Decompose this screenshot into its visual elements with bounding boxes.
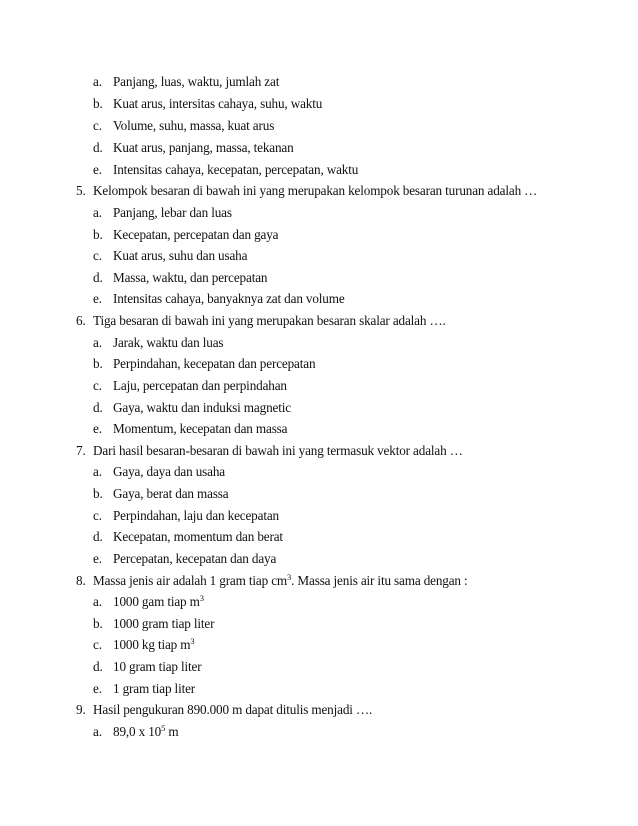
option-text: Intensitas cahaya, kecepatan, percepatan, waktu: [113, 162, 359, 177]
question-text: Dari hasil besaran-besaran di bawah ini yang termasuk vektor adalah …: [93, 443, 463, 458]
option-label: a.: [93, 335, 102, 350]
option-text: Gaya, waktu dan induksi magnetic: [113, 400, 291, 415]
question-text-end: . Massa jenis air itu sama dengan :: [291, 573, 468, 588]
option-label: e.: [93, 421, 102, 436]
option-text: Perpindahan, laju dan kecepatan: [113, 508, 279, 523]
question-number: 8.: [76, 573, 86, 588]
option-label: a.: [93, 724, 102, 739]
option-label: d.: [93, 400, 103, 415]
option-label: d.: [93, 659, 103, 674]
option-text: Gaya, daya dan usaha: [113, 464, 225, 479]
option-text: Intensitas cahaya, banyaknya zat dan volume: [113, 291, 345, 306]
option-text: Massa, waktu, dan percepatan: [113, 270, 268, 285]
option-text: Gaya, berat dan massa: [113, 486, 229, 501]
option-text-start: 1000 gam tiap m: [113, 594, 200, 609]
option-label: a.: [93, 74, 102, 89]
option-label: d.: [93, 140, 103, 155]
question-text: Hasil pengukuran 890.000 m dapat ditulis menjadi ….: [93, 702, 373, 717]
option-text: Perpindahan, kecepatan dan percepatan: [113, 356, 316, 371]
option-text: Kuat arus, suhu dan usaha: [113, 248, 248, 263]
option-text-end: m: [165, 724, 179, 739]
question-text: Tiga besaran di bawah ini yang merupakan besaran skalar adalah ….: [93, 313, 446, 328]
option-label: b.: [93, 96, 103, 111]
option-label: b.: [93, 616, 103, 631]
option-text: Panjang, lebar dan luas: [113, 205, 232, 220]
option-text: Laju, percepatan dan perpindahan: [113, 378, 287, 393]
superscript: 3: [190, 636, 195, 646]
option-text: Panjang, luas, waktu, jumlah zat: [113, 74, 280, 89]
question-number: 9.: [76, 702, 86, 717]
question-number: 5.: [76, 183, 86, 198]
question-number: 6.: [76, 313, 86, 328]
question-text: [93, 573, 468, 589]
option-text: 10 gram tiap liter: [113, 659, 202, 674]
option-label: c.: [93, 248, 102, 263]
option-text: [113, 637, 195, 653]
option-text: Kuat arus, panjang, massa, tekanan: [113, 140, 294, 155]
option-label: e.: [93, 551, 102, 566]
option-text: Jarak, waktu dan luas: [113, 335, 224, 350]
question-number: 7.: [76, 443, 86, 458]
option-label: c.: [93, 378, 102, 393]
option-label: a.: [93, 205, 102, 220]
option-text: Volume, suhu, massa, kuat arus: [113, 118, 275, 133]
option-label: e.: [93, 291, 102, 306]
option-label: a.: [93, 464, 102, 479]
option-text: Kecepatan, momentum dan berat: [113, 529, 283, 544]
option-text: Kuat arus, intersitas cahaya, suhu, waktu: [113, 96, 323, 111]
option-label: c.: [93, 118, 102, 133]
option-text-start: 89,0 x 10: [113, 724, 162, 739]
option-text: Percepatan, kecepatan dan daya: [113, 551, 277, 566]
option-label: b.: [93, 356, 103, 371]
option-label: b.: [93, 227, 103, 242]
option-text-start: 1000 kg tiap m: [113, 637, 191, 652]
option-text: [113, 594, 204, 610]
question-text-start: Massa jenis air adalah 1 gram tiap cm: [93, 573, 288, 588]
question-text: Kelompok besaran di bawah ini yang merupakan kelompok besaran turunan adalah …: [93, 183, 538, 198]
superscript: 3: [287, 572, 292, 582]
option-label: c.: [93, 508, 102, 523]
superscript: 3: [199, 593, 204, 603]
option-text: [113, 724, 178, 740]
option-label: a.: [93, 594, 102, 609]
superscript: 5: [161, 723, 166, 733]
option-text: Momentum, kecepatan dan massa: [113, 421, 288, 436]
option-text: Kecepatan, percepatan dan gaya: [113, 227, 279, 242]
option-label: d.: [93, 529, 103, 544]
option-label: e.: [93, 162, 102, 177]
option-label: d.: [93, 270, 103, 285]
option-label: b.: [93, 486, 103, 501]
option-text: 1000 gram tiap liter: [113, 616, 215, 631]
option-text: 1 gram tiap liter: [113, 681, 196, 696]
option-label: c.: [93, 637, 102, 652]
option-label: e.: [93, 681, 102, 696]
